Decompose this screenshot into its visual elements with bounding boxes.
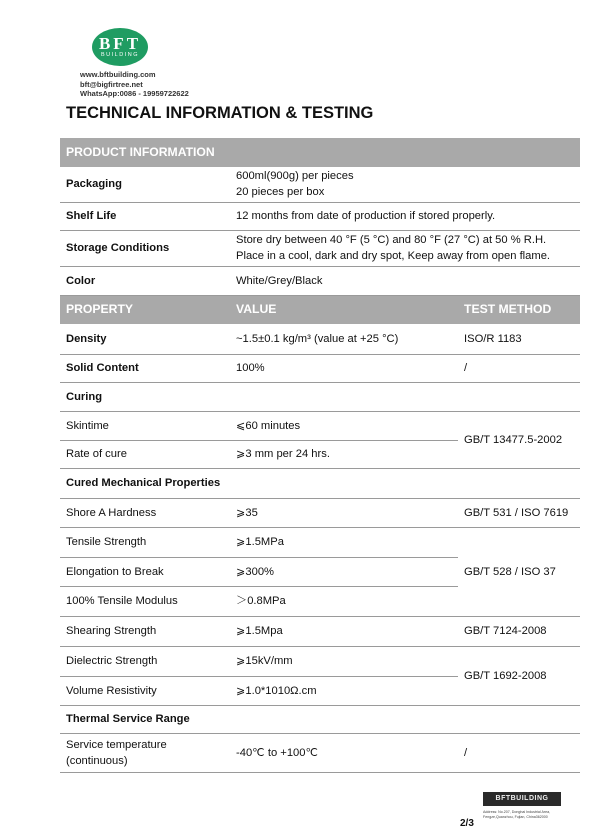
service-temperature-method: / <box>458 733 580 772</box>
logo-subtext: BUILDING <box>101 52 139 58</box>
shore-hardness-value: ⩾35 <box>230 498 458 527</box>
property-header-row <box>60 295 580 323</box>
electric-method: GB/T 1692-2008 <box>458 646 580 705</box>
shelf-life-value: 12 months from date of production if stored properly. <box>230 202 580 230</box>
tensile-strength-label: Tensile Strength <box>60 527 230 557</box>
rate-of-cure-value: ⩾3 mm per 24 hrs. <box>230 440 458 468</box>
storage-value <box>230 230 580 266</box>
table-row <box>60 411 580 440</box>
table-row <box>60 354 580 382</box>
tensile-strength-value: ⩾1.5MPa <box>230 527 458 557</box>
shore-hardness-label: Shore A Hardness <box>60 498 230 527</box>
color-value: White/Grey/Black <box>230 266 580 295</box>
bft-logo <box>92 28 148 66</box>
page-title: TECHNICAL INFORMATION & TESTING <box>66 104 374 122</box>
volume-resistivity-label: Volume Resistivity <box>60 676 230 705</box>
packaging-value <box>230 166 580 202</box>
rate-of-cure-label: Rate of cure <box>60 440 230 468</box>
footer-address-line2: Fengze,Quanzhou, Fujian, China362000 <box>483 815 548 819</box>
tensile-method: GB/T 528 / ISO 37 <box>458 527 580 616</box>
table-row <box>60 468 580 498</box>
curing-method: GB/T 13477.5-2002 <box>458 411 580 468</box>
tensile-modulus-value: ＞0.8MPa <box>230 586 458 616</box>
service-temperature-label-line2: (continuous) <box>66 754 128 767</box>
curing-heading: Curing <box>60 382 580 411</box>
shearing-strength-label: Shearing Strength <box>60 616 230 646</box>
table-row <box>60 382 580 411</box>
table-row <box>60 323 580 354</box>
thermal-heading: Thermal Service Range <box>60 705 580 733</box>
column-header-value: VALUE <box>230 295 458 323</box>
dielectric-strength-label: Dielectric Strength <box>60 646 230 676</box>
column-header-property: PROPERTY <box>60 295 230 323</box>
contact-info <box>80 70 189 99</box>
density-method: ISO/R 1183 <box>458 323 580 354</box>
tensile-modulus-label: 100% Tensile Modulus <box>60 586 230 616</box>
color-label: Color <box>60 266 230 295</box>
volume-resistivity-value: ⩾1.0*1010Ω.cm <box>230 676 458 705</box>
product-info-header-row <box>60 138 580 166</box>
storage-value-line2: Place in a cool, dark and dry spot, Keep away from open flame. <box>236 250 551 262</box>
email-link[interactable]: bft@bigfirtree.net <box>80 79 143 89</box>
packaging-value-line2: 20 pieces per box <box>236 186 325 198</box>
table-row <box>60 230 580 266</box>
table-row <box>60 498 580 527</box>
shearing-strength-value: ⩾1.5Mpa <box>230 616 458 646</box>
footer-brand-logo: BFTBUILDING <box>483 792 561 806</box>
packaging-label: Packaging <box>60 166 230 202</box>
table-row <box>60 527 580 557</box>
spec-table <box>60 138 580 773</box>
elongation-value: ⩾300% <box>230 557 458 586</box>
service-temperature-label-line1: Service temperature <box>66 738 167 751</box>
solid-content-value: 100% <box>230 354 458 382</box>
table-row <box>60 733 580 772</box>
storage-value-line1: Store dry between 40 °F (5 °C) and 80 °F (27 °C) at 50 % R.H. <box>236 234 547 246</box>
website-link[interactable]: www.bftbuilding.com <box>80 70 156 79</box>
logo-text: BFT <box>98 34 142 53</box>
shelf-life-label: Shelf Life <box>60 202 230 230</box>
service-temperature-label <box>60 733 230 772</box>
solid-content-method: / <box>458 354 580 382</box>
footer-address-line1: Address: No.207, Donghai Industrial Area, <box>483 810 551 814</box>
table-row <box>60 646 580 676</box>
shore-hardness-method: GB/T 531 / ISO 7619 <box>458 498 580 527</box>
packaging-value-line1: 600ml(900g) per pieces <box>236 170 354 182</box>
footer-address <box>483 810 578 820</box>
shearing-strength-method: GB/T 7124-2008 <box>458 616 580 646</box>
column-header-test-method: TEST METHOD <box>458 295 580 323</box>
storage-label: Storage Conditions <box>60 230 230 266</box>
density-value: ~1.5±0.1 kg/m³ (value at +25 °C) <box>230 323 458 354</box>
table-row <box>60 266 580 295</box>
whatsapp-number: WhatsApp:0086 - 19959722622 <box>80 89 189 98</box>
service-temperature-value: -40℃ to +100℃ <box>230 733 458 772</box>
density-label: Density <box>60 323 230 354</box>
table-row <box>60 202 580 230</box>
page-number: 2/3 <box>460 818 474 829</box>
table-row <box>60 166 580 202</box>
skintime-value: ⩽60 minutes <box>230 411 458 440</box>
cured-mechanical-heading: Cured Mechanical Properties <box>60 468 580 498</box>
table-row <box>60 705 580 733</box>
solid-content-label: Solid Content <box>60 354 230 382</box>
skintime-label: Skintime <box>60 411 230 440</box>
product-info-heading: PRODUCT INFORMATION <box>60 138 580 166</box>
elongation-label: Elongation to Break <box>60 557 230 586</box>
dielectric-strength-value: ⩾15kV/mm <box>230 646 458 676</box>
table-row <box>60 616 580 646</box>
